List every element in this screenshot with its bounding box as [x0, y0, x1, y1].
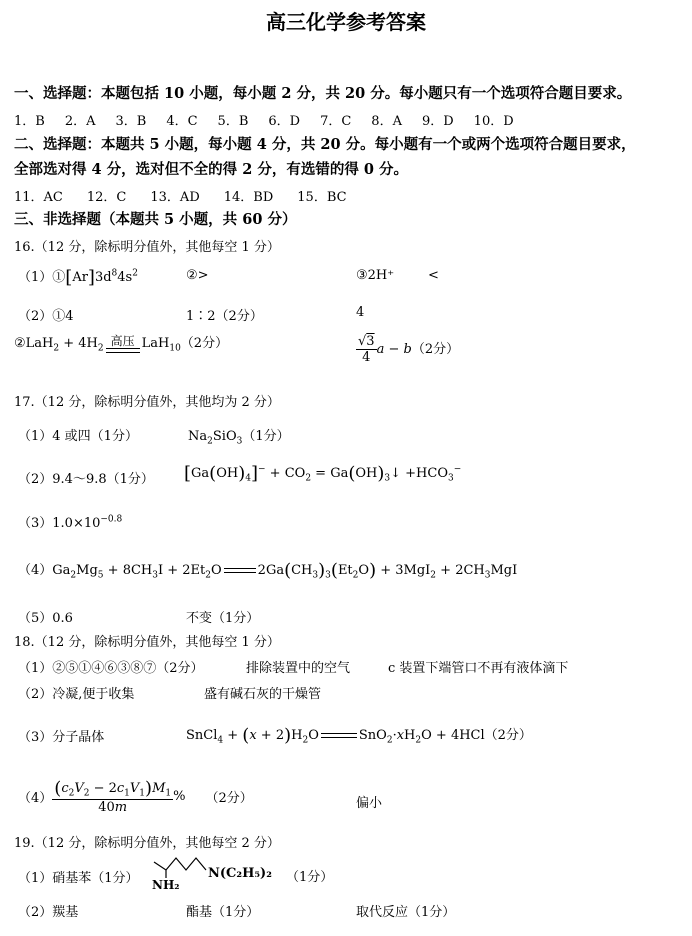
- answer-1: 1．B: [14, 114, 45, 129]
- answer-4: 4．C: [166, 114, 198, 129]
- section1-heading: 一、选择题：本题包括 10 小题，每小题 2 分，共 20 分。每小题只有一个选项符合题目要求。: [14, 85, 632, 102]
- q16-condition: 高压: [106, 335, 140, 353]
- q18-1-b: 排除装置中的空气: [246, 661, 351, 676]
- q17-3: $(3)1.0\times 10^{-0.8}$: [18, 514, 123, 531]
- answer-15: 15．BC: [297, 190, 347, 205]
- q18-4-b: 偏小: [356, 796, 383, 811]
- answer-11: 11．AC: [14, 190, 63, 205]
- answer-7: 7．C: [320, 114, 352, 129]
- answer-10: 10．D: [473, 114, 514, 129]
- q17-5-a: （5）0.6: [18, 611, 73, 626]
- q19-2-a: （2）羰基: [18, 905, 79, 920]
- q16-1-d: <: [428, 268, 439, 283]
- answer-14: 14．BD: [223, 190, 274, 205]
- section3-heading: 三、非选择题（本题共 5 小题，共 60 分）: [14, 211, 297, 228]
- q16-1-c: ③2H⁺: [356, 268, 395, 283]
- q17-5-b: 不变（1分）: [186, 611, 260, 626]
- q16-part1: [18, 266, 138, 288]
- q16-eq-points: （2分）: [180, 336, 229, 351]
- page-title: 高三化学参考答案: [266, 10, 426, 34]
- q16-1-config: $[Ar]3d^84s^2$: [65, 267, 138, 288]
- q19-heading: 19.（12 分，除标明分值外，其他每空 2 分）: [14, 836, 280, 851]
- q18-1-a: （1）②⑤①④⑥③⑧⑦（2分）: [18, 661, 204, 676]
- q16-equation: ②LaH$_2$ + $4H_2$ 高压 LaH$_{10}$（2分）: [14, 333, 229, 354]
- q19-2-c: 取代反应（1分）: [356, 905, 456, 920]
- q18-heading: 18.（12 分，除标明分值外，其他每空 1 分）: [14, 635, 280, 650]
- section1-answers: [14, 110, 514, 129]
- q17-heading: 17.（12 分，除标明分值外，其他均为 2 分）: [14, 395, 280, 410]
- q16-expression: $\frac{√3}{4}$ a − b（2分）: [358, 334, 460, 365]
- q19-n-group: N(C₂H₅)₂: [208, 866, 272, 881]
- q16-expr-points: （2分）: [411, 342, 460, 357]
- q17-1-b: $Na_2SiO_3(1$分）: [188, 429, 290, 447]
- q19-1-points: （1分）: [286, 870, 334, 885]
- answer-13: 13．AD: [150, 190, 200, 205]
- q18-1-c: c 装置下端管口不再有液体滴下: [388, 661, 569, 676]
- q19-1-a: （1）硝基苯（1分）: [18, 871, 139, 886]
- q16-2-c: 4: [356, 305, 365, 320]
- q17-2-a: （2）9.4～9.8（1分）: [18, 472, 154, 487]
- q16-2-b: 1∶2（2分）: [186, 309, 263, 324]
- q17-1-a: （1）4 或四（1分）: [18, 429, 138, 444]
- q17-2-equation: $[Ga(OH)_4]^- + CO_2$ = $Ga(OH)_3↓ +HCO_3^-$: [184, 463, 462, 484]
- q16-1-b: ②>: [186, 268, 209, 283]
- q16-2-a: （2）①4: [18, 309, 74, 324]
- q19-nh2: NH₂: [152, 878, 180, 892]
- section2-heading-line2: 全部选对得 4 分，选对但不全的得 2 分，有选错的得 0 分。: [14, 161, 409, 178]
- q16-heading: 16.（12 分，除标明分值外，其他每空 1 分）: [14, 240, 280, 255]
- q18-2-a: （2）冷凝,便于收集: [18, 687, 135, 702]
- answer-9: 9．D: [421, 114, 454, 129]
- q18-4-fraction: $\frac{(c_2V_2 - 2c_1V_1)M_1}{40m}$: [54, 778, 172, 815]
- answer-5: 5．B: [217, 114, 249, 129]
- answer-2: 2．A: [64, 114, 96, 129]
- q18-4: （4） $\frac{(c_2V_2 - 2c_1V_1)M_1}{40m}$ % （2分）: [18, 778, 253, 815]
- answer-8: 8．A: [371, 114, 402, 129]
- section2-heading-line1: 二、选择题：本题共 5 小题，每小题 4 分，共 20 分。每小题有一个或两个选项符合题目要求，: [14, 136, 636, 153]
- answer-3: 3．B: [115, 114, 147, 129]
- section2-answers: [14, 186, 347, 205]
- q19-2-b: 酯基（1分）: [186, 905, 260, 920]
- q16-1-label: （1）①: [18, 270, 66, 285]
- answer-6: 6．D: [268, 114, 301, 129]
- q18-2-b: 盛有碱石灰的干燥管: [204, 687, 322, 702]
- answer-12: 12．C: [86, 190, 127, 205]
- q17-4: $(4)Ga_2Mg_5 + 8CH_3I + 2Et_2O$ $2Ga(CH_3)_3(Et_2O) + 3MgI_2 + 2CH_3MgI$: [18, 560, 518, 581]
- q18-3-a: （3）分子晶体: [18, 730, 105, 745]
- q18-3-equation: SnCl$_4$ + $(x + 2)H_2O$ $SnO_2\cdot xH_2O + 4HCl(2$分）: [186, 725, 532, 746]
